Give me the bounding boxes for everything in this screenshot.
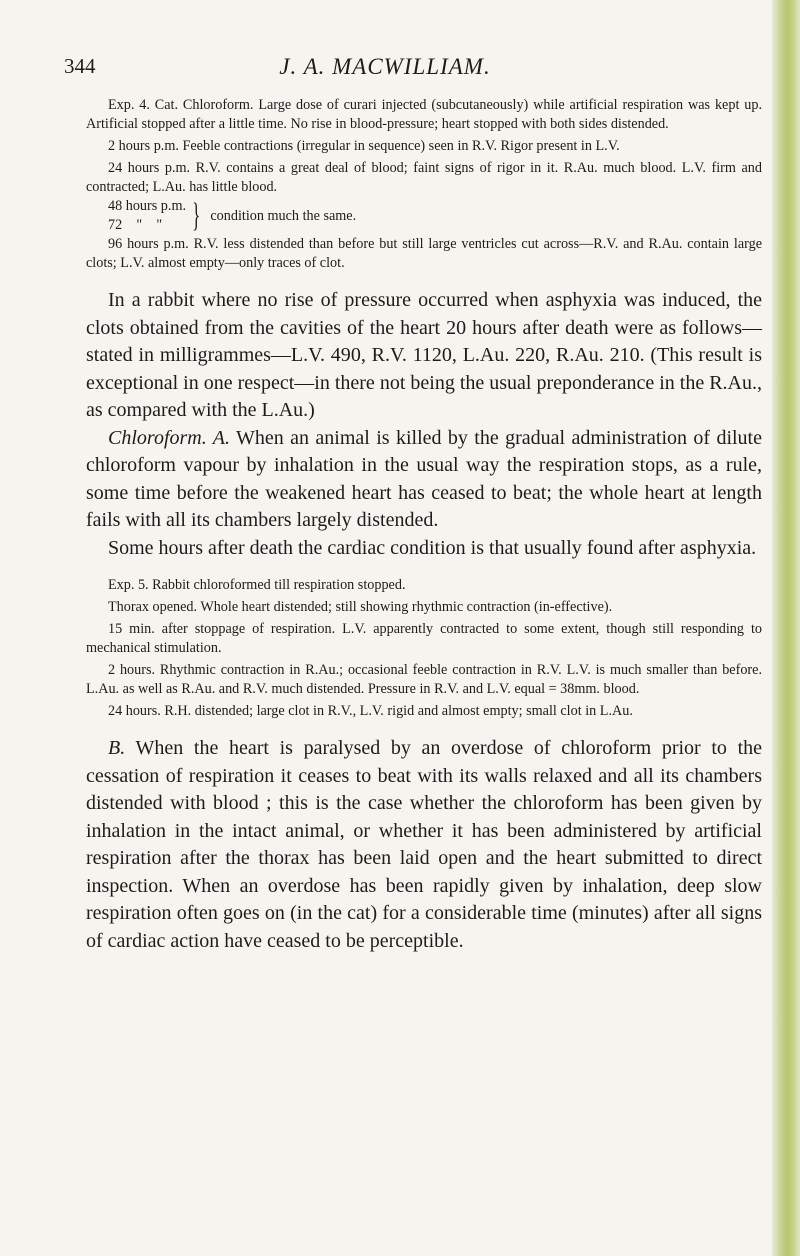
section-b-text: When the heart is paralysed by an overdose of chloroform prior to the cessation of respiration it ceases to beat with its walls relaxed and all its chambers distended with blood ; this is the case whether the chloroform has been given by inhalation in the intact animal, or whether it has been administered by artificial respiration after the thorax has been laid open and the heart submitted to direct inspection. When an overdose has been rapidly given by inhalation, deep slow respiration often goes on (in the cat) for a considerable time (minutes) after all signs of cardiac action have ceased to be perceptible. [86,737,762,952]
section-b-paragraph [86,735,762,955]
exp4-48-72h [86,197,762,235]
exp5-2h: 2 hours. Rhythmic contraction in R.Au.; occasional feeble contraction in R.V. L.V. is much smaller than before. L.Au. as well as R.Au. and R.V. much distended. Pressure in R.V. and L.V. equal = 38mm. blood. [86,662,762,697]
chloroform-a-text: When an animal is killed by the gradual administration of dilute chloroform vapour by inhalation in the usual way the respiration stops, as a rule, some time before the weakened heart has ceased to beat; the whole heart at length fails with all its chambers largely distended. [86,426,762,531]
chloroform-a-paragraph-2: Some hours after death the cardiac condition is that usually found after asphyxia. [108,536,757,559]
rabbit-clots-paragraph: In a rabbit where no rise of pressure occurred when asphyxia was induced, the clots obtained from the cavities of the heart 20 hours after death were as follows—stated in milligrammes—L.V. 490, R.V. 1120, L.Au. 220, R.Au. 210. (This result is exceptional in one respect—in there not being the usual preponderance in the R.Au., as compared with the L.Au.) [86,289,762,421]
exp4-2h: 2 hours p.m. Feeble contractions (irregular in sequence) seen in R.V. Rigor present in L.V. [108,138,620,154]
page-header [0,54,800,84]
exp4-48h-label: 48 hours p.m. [108,198,187,214]
exp4-48-72h-text: condition much the same. [210,207,357,224]
exp4-96h: 96 hours p.m. R.V. less distended than before but still large ventricles cut across—R.V. and R.Au. contain large clots; L.V. almost empty—only traces of clot. [86,236,762,271]
page-number: 344 [64,54,96,78]
chloroform-a-heading: Chloroform. A. [108,426,230,449]
exp5-15min: 15 min. after stoppage of respiration. L.V. apparently contracted to some extent, though still responding to mechanical stimulation. [86,621,762,656]
exp4-intro: Exp. 4. Cat. Chloroform. Large dose of curari injected (subcutaneously) while artificial respiration was kept up. Artificial stopped after a little time. No rise in blood-pressure; heart stopped with both sides distended. [86,97,762,132]
page-content [86,96,762,955]
exp5-intro: Exp. 5. Rabbit chloroformed till respiration stopped. [108,577,406,593]
exp4-24h: 24 hours p.m. R.V. contains a great deal of blood; faint signs of rigor in it. R.Au. much blood. L.V. firm and contracted; L.Au. has little blood. [86,160,762,195]
running-head: J. A. MACWILLIAM. [279,54,491,79]
chloroform-a-paragraph [86,425,762,535]
section-b-heading: B. [108,737,126,759]
exp4-72h-label: 72 " " [108,217,163,233]
page-edge-binding [772,0,800,1256]
exp5-24h: 24 hours. R.H. distended; large clot in R.V., L.V. rigid and almost empty; small clot in L.Au. [108,703,633,719]
exp5-thorax: Thorax opened. Whole heart distended; still showing rhythmic contraction (in-effective). [108,599,613,615]
brace-glyph: } [192,197,201,234]
